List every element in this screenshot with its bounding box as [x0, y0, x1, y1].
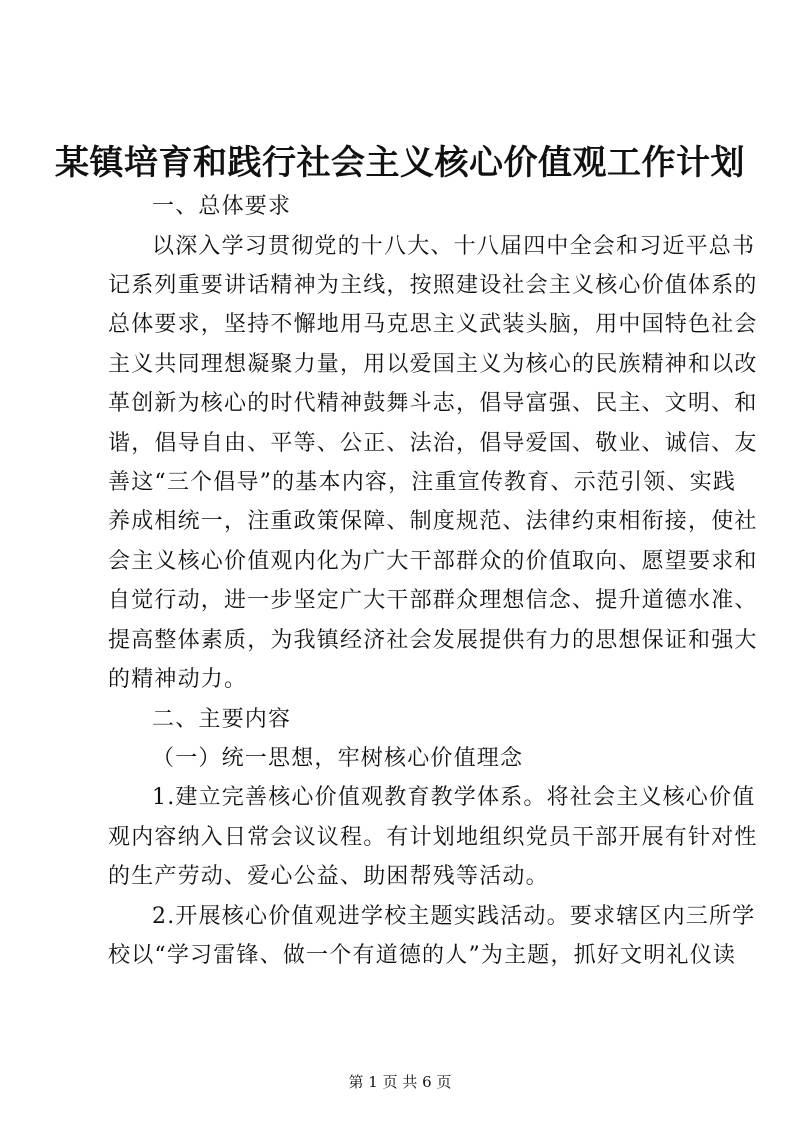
paragraph-line: 革创新为核心的时代精神鼓舞斗志，倡导富强、民主、文明、和: [108, 391, 758, 416]
section-heading: 二、主要内容: [152, 707, 292, 732]
paragraph-line: 养成相统一，注重政策保障、制度规范、法律约束相衔接，使社: [108, 509, 758, 534]
paragraph-line: 记系列重要讲话精神为主线，按照建设社会主义核心价值体系的: [108, 273, 758, 298]
paragraph-line: 校以“学习雷锋、做一个有道德的人”为主题，抓好文明礼仪读: [108, 943, 737, 968]
paragraph-line: 主义共同理想凝聚力量，用以爱国主义为核心的民族精神和以改: [108, 352, 758, 377]
paragraph-line: 总体要求，坚持不懈地用马克思主义武装头脑，用中国特色社会: [108, 312, 758, 337]
paragraph-line: 的精神动力。: [108, 667, 248, 692]
paragraph-line: 2.开展核心价值观进学校主题实践活动。要求辖区内三所学: [152, 904, 756, 929]
section-heading: 一、总体要求: [152, 194, 292, 219]
paragraph-line: 的生产劳动、爱心公益、助困帮残等活动。: [108, 864, 549, 889]
paragraph-line: 提高整体素质，为我镇经济社会发展提供有力的思想保证和强大: [108, 628, 758, 653]
paragraph-line: 谐，倡导自由、平等、公正、法治，倡导爱国、敬业、诚信、友: [108, 431, 758, 456]
page-number: 第 1 页 共 6 页: [348, 1073, 452, 1091]
paragraph-line: 会主义核心价值观内化为广大干部群众的价值取向、愿望要求和: [108, 549, 758, 574]
paragraph-line: 自觉行动，进一步坚定广大干部群众理想信念、提升道德水准、: [108, 588, 758, 613]
paragraph-line: 善这“三个倡导”的基本内容，注重宣传教育、示范引领、实践: [108, 470, 737, 495]
paragraph-line: 观内容纳入日常会议议程。有计划地组织党员干部开展有针对性: [108, 825, 758, 850]
subsection-heading: （一）统一思想，牢树核心价值理念: [152, 746, 524, 771]
document-title: 某镇培育和践行社会主义核心价值观工作计划: [55, 143, 745, 183]
paragraph-line: 以深入学习贯彻党的十八大、十八届四中全会和习近平总书: [152, 234, 756, 259]
paragraph-line: 1.建立完善核心价值观教育教学体系。将社会主义核心价值: [152, 785, 756, 810]
